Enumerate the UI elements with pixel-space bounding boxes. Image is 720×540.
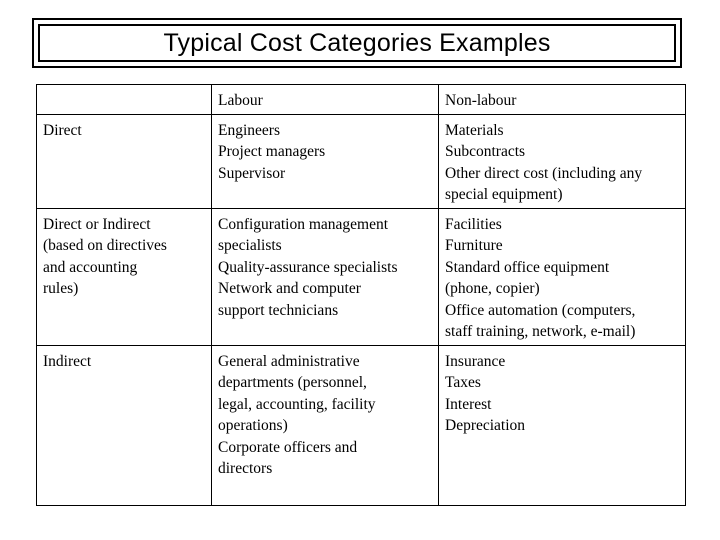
labour-item: Corporate officers and bbox=[218, 438, 358, 456]
non-labour-item: staff training, network, e-mail) bbox=[445, 323, 636, 340]
labour-item: Configuration management bbox=[218, 215, 389, 233]
non-labour-item: Subcontracts bbox=[445, 143, 526, 160]
non-labour-item: Standard office equipment bbox=[445, 258, 610, 276]
non-labour-cell bbox=[439, 208, 686, 345]
category-cell bbox=[37, 208, 212, 345]
labour-cell bbox=[212, 208, 439, 345]
labour-item: Quality-assurance specialists bbox=[218, 258, 398, 276]
non-labour-cell bbox=[439, 114, 686, 208]
category-line: Direct or Indirect bbox=[43, 215, 151, 233]
non-labour-cell bbox=[439, 345, 686, 505]
non-labour-item: Materials bbox=[445, 121, 504, 139]
non-labour-item: Facilities bbox=[445, 215, 502, 233]
labour-item: legal, accounting, facility bbox=[218, 395, 376, 413]
header-cell-non-labour: Non-labour bbox=[439, 85, 686, 115]
labour-item: Supervisor bbox=[218, 164, 286, 182]
category-line: Indirect bbox=[43, 352, 92, 370]
non-labour-item: special equipment) bbox=[445, 186, 563, 203]
labour-item: Network and computer bbox=[218, 280, 361, 297]
cost-categories-table bbox=[36, 84, 686, 506]
category-cell bbox=[37, 114, 212, 208]
labour-cell bbox=[212, 114, 439, 208]
title-box bbox=[32, 18, 682, 68]
table-row bbox=[37, 208, 686, 345]
labour-item: Engineers bbox=[218, 121, 280, 139]
category-line: (based on directives bbox=[43, 237, 167, 254]
slide-title: Typical Cost Categories Examples bbox=[38, 24, 676, 62]
table-header-row bbox=[37, 85, 686, 115]
header-cell-empty bbox=[37, 85, 212, 115]
table-row bbox=[37, 345, 686, 505]
labour-item: departments (personnel, bbox=[218, 374, 367, 391]
header-cell-labour: Labour bbox=[212, 85, 439, 115]
non-labour-item: Taxes bbox=[445, 374, 481, 391]
labour-item: operations) bbox=[218, 417, 288, 434]
category-line: rules) bbox=[43, 280, 79, 297]
category-cell bbox=[37, 345, 212, 505]
labour-item: support technicians bbox=[218, 301, 339, 319]
labour-cell bbox=[212, 345, 439, 505]
category-line: Direct bbox=[43, 121, 82, 139]
table-row bbox=[37, 114, 686, 208]
labour-item: specialists bbox=[218, 237, 282, 254]
non-labour-item: Interest bbox=[445, 395, 492, 413]
labour-item: General administrative bbox=[218, 352, 360, 370]
non-labour-item: (phone, copier) bbox=[445, 280, 540, 297]
category-line: and accounting bbox=[43, 258, 138, 276]
labour-item: directors bbox=[218, 460, 273, 477]
non-labour-item: Insurance bbox=[445, 352, 506, 370]
non-labour-item: Other direct cost (including any bbox=[445, 164, 643, 182]
labour-item: Project managers bbox=[218, 143, 326, 160]
non-labour-item: Depreciation bbox=[445, 417, 526, 434]
non-labour-item: Furniture bbox=[445, 237, 503, 254]
non-labour-item: Office automation (computers, bbox=[445, 301, 636, 319]
